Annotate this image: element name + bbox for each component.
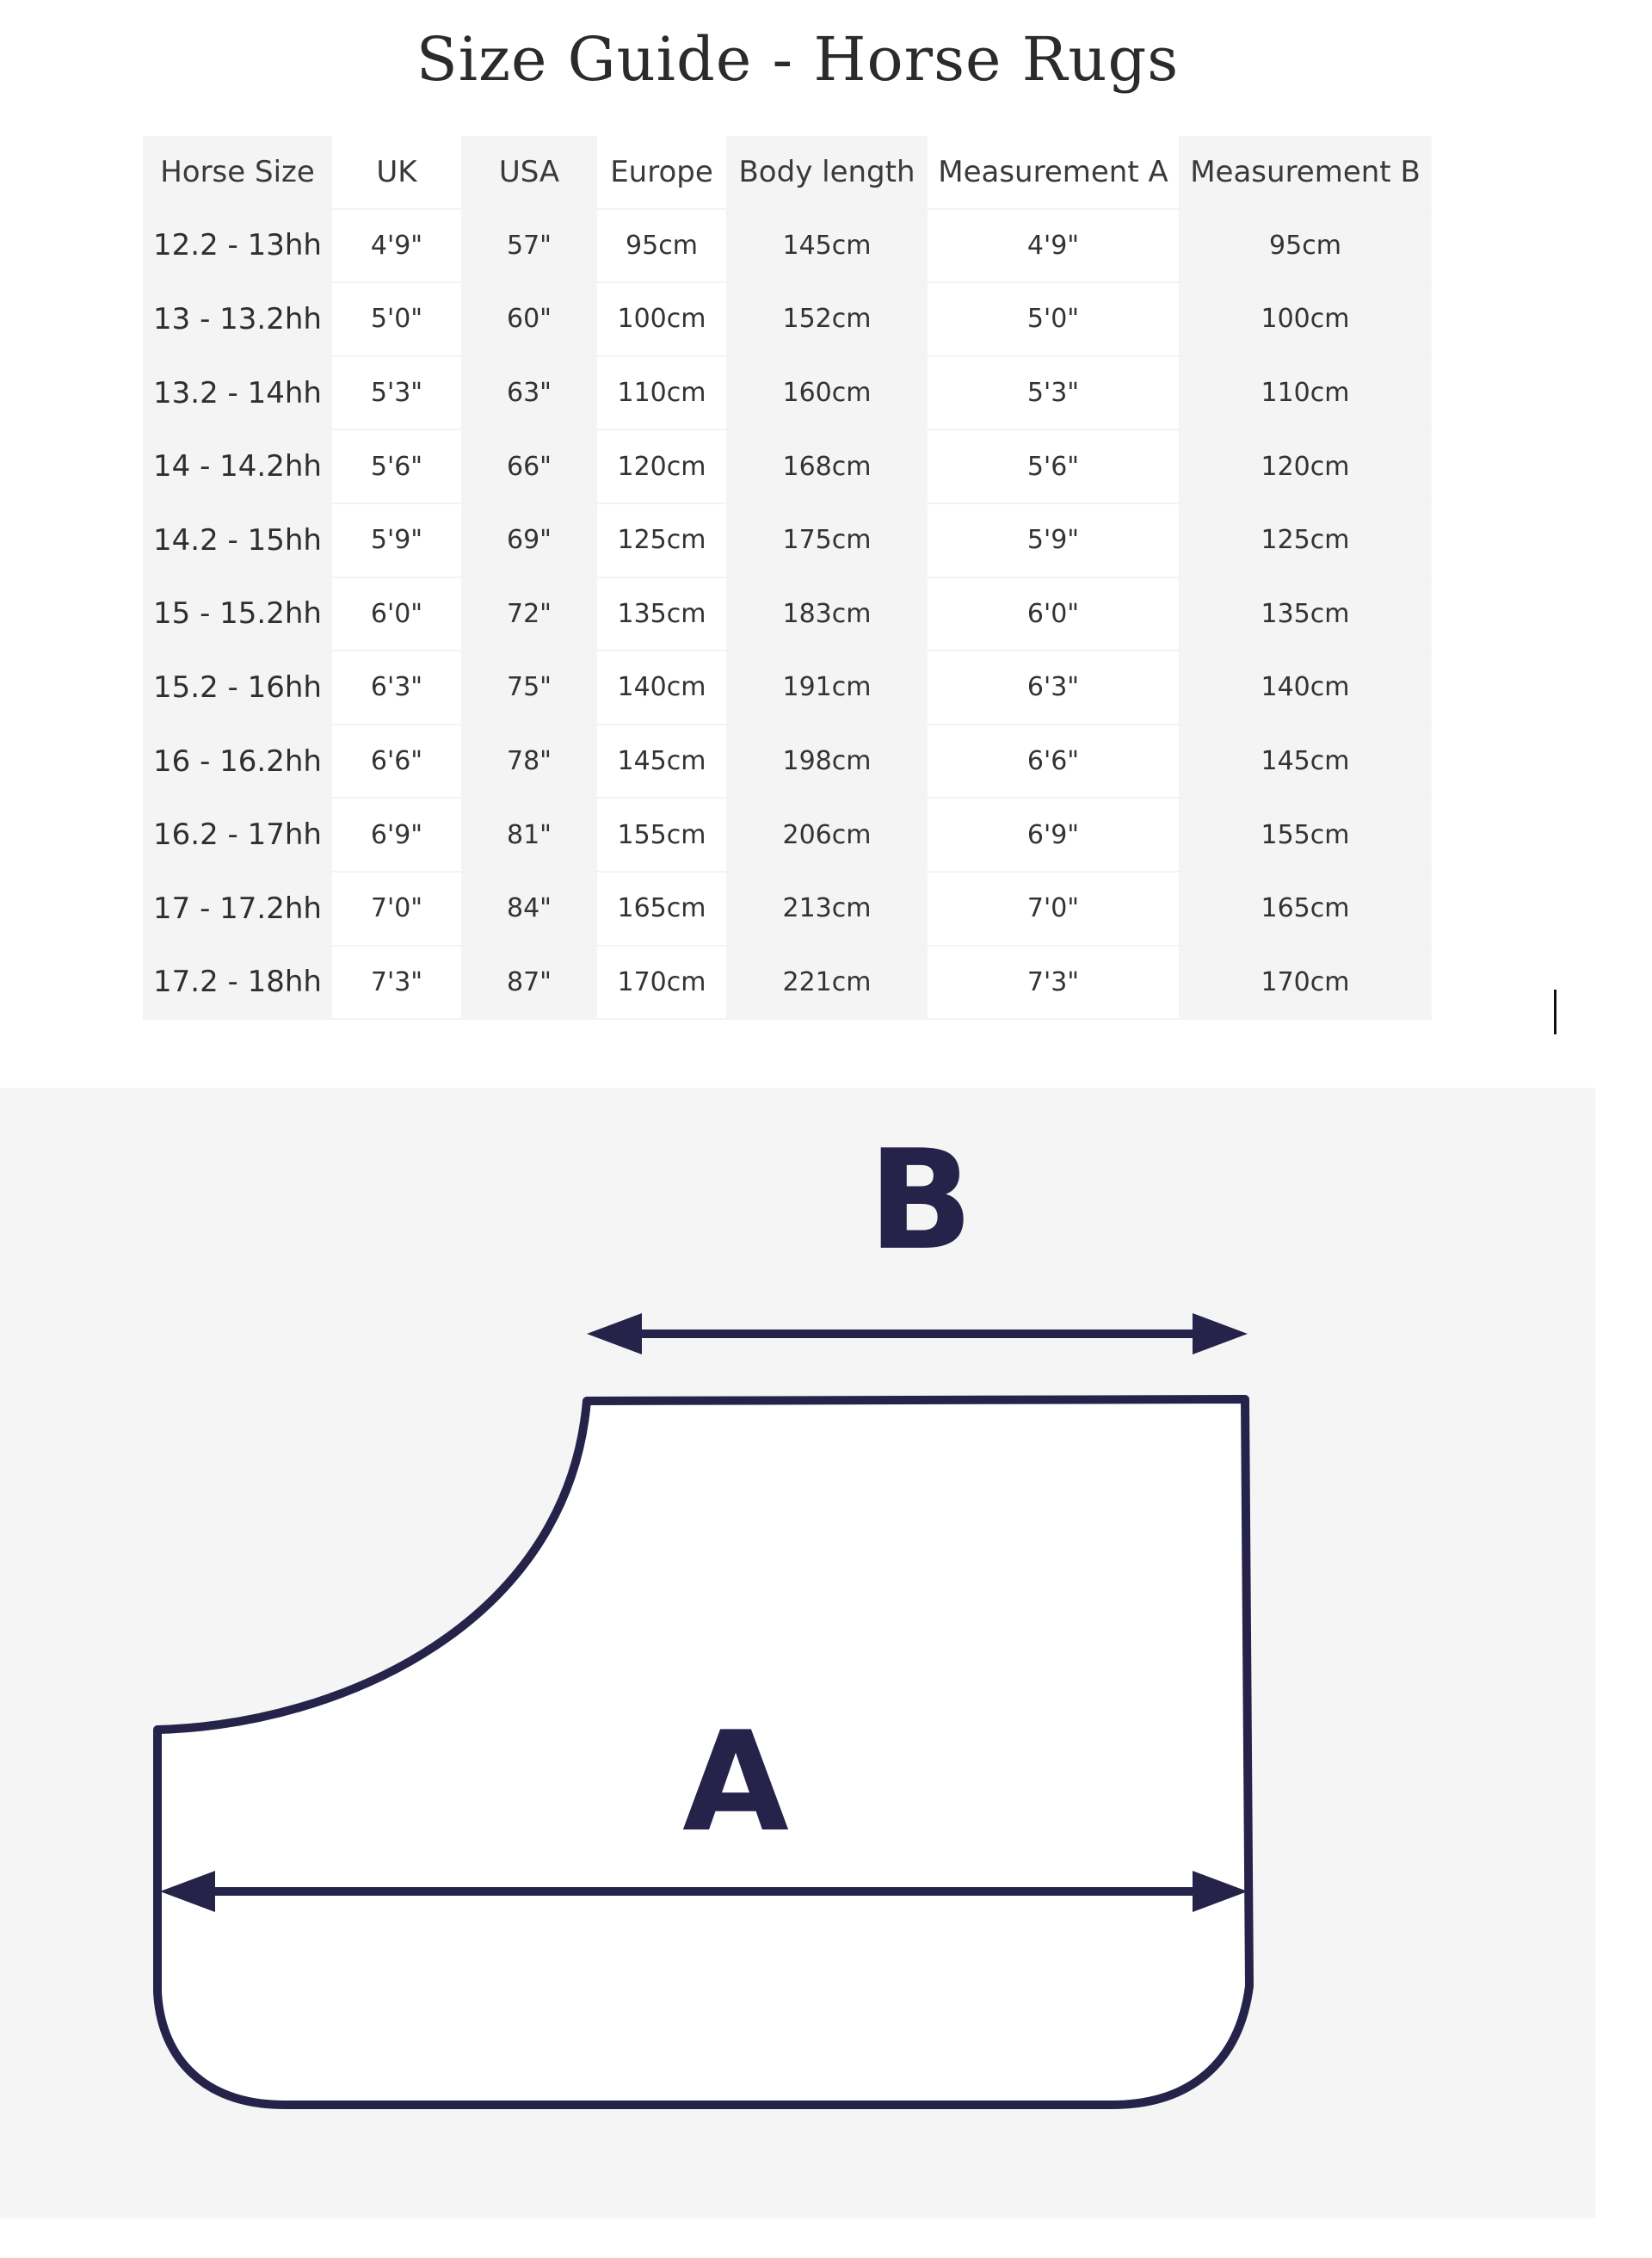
- header-measurement-b: Measurement B: [1179, 136, 1432, 209]
- table-row: [143, 429, 1432, 503]
- label-a: A: [682, 1701, 789, 1862]
- cell-europe: 100cm: [597, 282, 726, 356]
- cell-measurement-a: 4'9": [928, 209, 1179, 283]
- cell-horse-size: 13.2 - 14hh: [143, 356, 332, 430]
- header-uk: UK: [332, 136, 461, 209]
- cell-usa: 78": [461, 725, 597, 799]
- cell-horse-size: 16.2 - 17hh: [143, 798, 332, 872]
- header-body-length: Body length: [726, 136, 928, 209]
- cell-measurement-b: 120cm: [1179, 429, 1432, 503]
- table-header-row: [143, 136, 1432, 209]
- cell-europe: 120cm: [597, 429, 726, 503]
- arrow-b-right-head: [1193, 1313, 1248, 1354]
- rug-diagram: [0, 1088, 1595, 2218]
- cell-horse-size: 16 - 16.2hh: [143, 725, 332, 799]
- header-usa: USA: [461, 136, 597, 209]
- cell-horse-size: 15.2 - 16hh: [143, 651, 332, 725]
- arrow-b: [587, 1313, 1248, 1354]
- cell-usa: 66": [461, 429, 597, 503]
- cell-measurement-a: 6'0": [928, 577, 1179, 651]
- cell-europe: 170cm: [597, 946, 726, 1020]
- cell-body-length: 168cm: [726, 429, 928, 503]
- cell-europe: 165cm: [597, 872, 726, 946]
- cell-measurement-b: 155cm: [1179, 798, 1432, 872]
- cell-measurement-b: 140cm: [1179, 651, 1432, 725]
- cell-measurement-b: 95cm: [1179, 209, 1432, 283]
- table-row: [143, 725, 1432, 799]
- cell-uk: 4'9": [332, 209, 461, 283]
- cell-uk: 6'3": [332, 651, 461, 725]
- cell-measurement-a: 6'9": [928, 798, 1179, 872]
- cell-measurement-b: 165cm: [1179, 872, 1432, 946]
- cell-usa: 75": [461, 651, 597, 725]
- label-b: B: [868, 1120, 973, 1280]
- cell-usa: 60": [461, 282, 597, 356]
- cell-body-length: 175cm: [726, 503, 928, 577]
- cell-measurement-a: 7'3": [928, 946, 1179, 1020]
- header-measurement-a: Measurement A: [928, 136, 1179, 209]
- cell-body-length: 152cm: [726, 282, 928, 356]
- cell-measurement-a: 5'0": [928, 282, 1179, 356]
- cell-measurement-b: 135cm: [1179, 577, 1432, 651]
- cell-usa: 72": [461, 577, 597, 651]
- cell-measurement-a: 6'6": [928, 725, 1179, 799]
- cell-horse-size: 12.2 - 13hh: [143, 209, 332, 283]
- cell-usa: 63": [461, 356, 597, 430]
- cell-europe: 110cm: [597, 356, 726, 430]
- cell-horse-size: 17 - 17.2hh: [143, 872, 332, 946]
- cell-uk: 5'9": [332, 503, 461, 577]
- cell-measurement-a: 5'9": [928, 503, 1179, 577]
- arrow-b-left-head: [587, 1313, 642, 1354]
- table-row: [143, 209, 1432, 283]
- cell-uk: 6'9": [332, 798, 461, 872]
- table-row: [143, 577, 1432, 651]
- cell-europe: 145cm: [597, 725, 726, 799]
- cell-usa: 87": [461, 946, 597, 1020]
- table-row: [143, 946, 1432, 1020]
- cell-horse-size: 14.2 - 15hh: [143, 503, 332, 577]
- cell-horse-size: 14 - 14.2hh: [143, 429, 332, 503]
- cell-uk: 6'6": [332, 725, 461, 799]
- cell-measurement-b: 110cm: [1179, 356, 1432, 430]
- text-cursor: [1554, 990, 1556, 1034]
- cell-uk: 7'0": [332, 872, 461, 946]
- table-row: [143, 282, 1432, 356]
- cell-body-length: 191cm: [726, 651, 928, 725]
- cell-body-length: 160cm: [726, 356, 928, 430]
- cell-europe: 155cm: [597, 798, 726, 872]
- cell-usa: 69": [461, 503, 597, 577]
- cell-measurement-b: 145cm: [1179, 725, 1432, 799]
- cell-horse-size: 13 - 13.2hh: [143, 282, 332, 356]
- cell-uk: 7'3": [332, 946, 461, 1020]
- cell-europe: 140cm: [597, 651, 726, 725]
- table-row: [143, 872, 1432, 946]
- cell-measurement-a: 5'6": [928, 429, 1179, 503]
- rug-diagram-panel: [0, 1088, 1595, 2218]
- table-row: [143, 798, 1432, 872]
- cell-measurement-b: 125cm: [1179, 503, 1432, 577]
- table-row: [143, 651, 1432, 725]
- cell-horse-size: 15 - 15.2hh: [143, 577, 332, 651]
- cell-usa: 81": [461, 798, 597, 872]
- cell-body-length: 206cm: [726, 798, 928, 872]
- cell-horse-size: 17.2 - 18hh: [143, 946, 332, 1020]
- cell-measurement-b: 100cm: [1179, 282, 1432, 356]
- cell-measurement-a: 7'0": [928, 872, 1179, 946]
- table-row: [143, 356, 1432, 430]
- cell-body-length: 198cm: [726, 725, 928, 799]
- cell-europe: 135cm: [597, 577, 726, 651]
- cell-measurement-a: 6'3": [928, 651, 1179, 725]
- cell-measurement-a: 5'3": [928, 356, 1179, 430]
- cell-body-length: 221cm: [726, 946, 928, 1020]
- cell-body-length: 213cm: [726, 872, 928, 946]
- cell-measurement-b: 170cm: [1179, 946, 1432, 1020]
- cell-uk: 6'0": [332, 577, 461, 651]
- header-europe: Europe: [597, 136, 726, 209]
- cell-usa: 57": [461, 209, 597, 283]
- cell-usa: 84": [461, 872, 597, 946]
- cell-europe: 125cm: [597, 503, 726, 577]
- cell-europe: 95cm: [597, 209, 726, 283]
- size-guide-table: [143, 136, 1432, 1020]
- cell-body-length: 145cm: [726, 209, 928, 283]
- table-row: [143, 503, 1432, 577]
- cell-body-length: 183cm: [726, 577, 928, 651]
- cell-uk: 5'0": [332, 282, 461, 356]
- page-title: Size Guide - Horse Rugs: [416, 24, 1180, 95]
- cell-uk: 5'3": [332, 356, 461, 430]
- cell-uk: 5'6": [332, 429, 461, 503]
- header-horse-size: Horse Size: [143, 136, 332, 209]
